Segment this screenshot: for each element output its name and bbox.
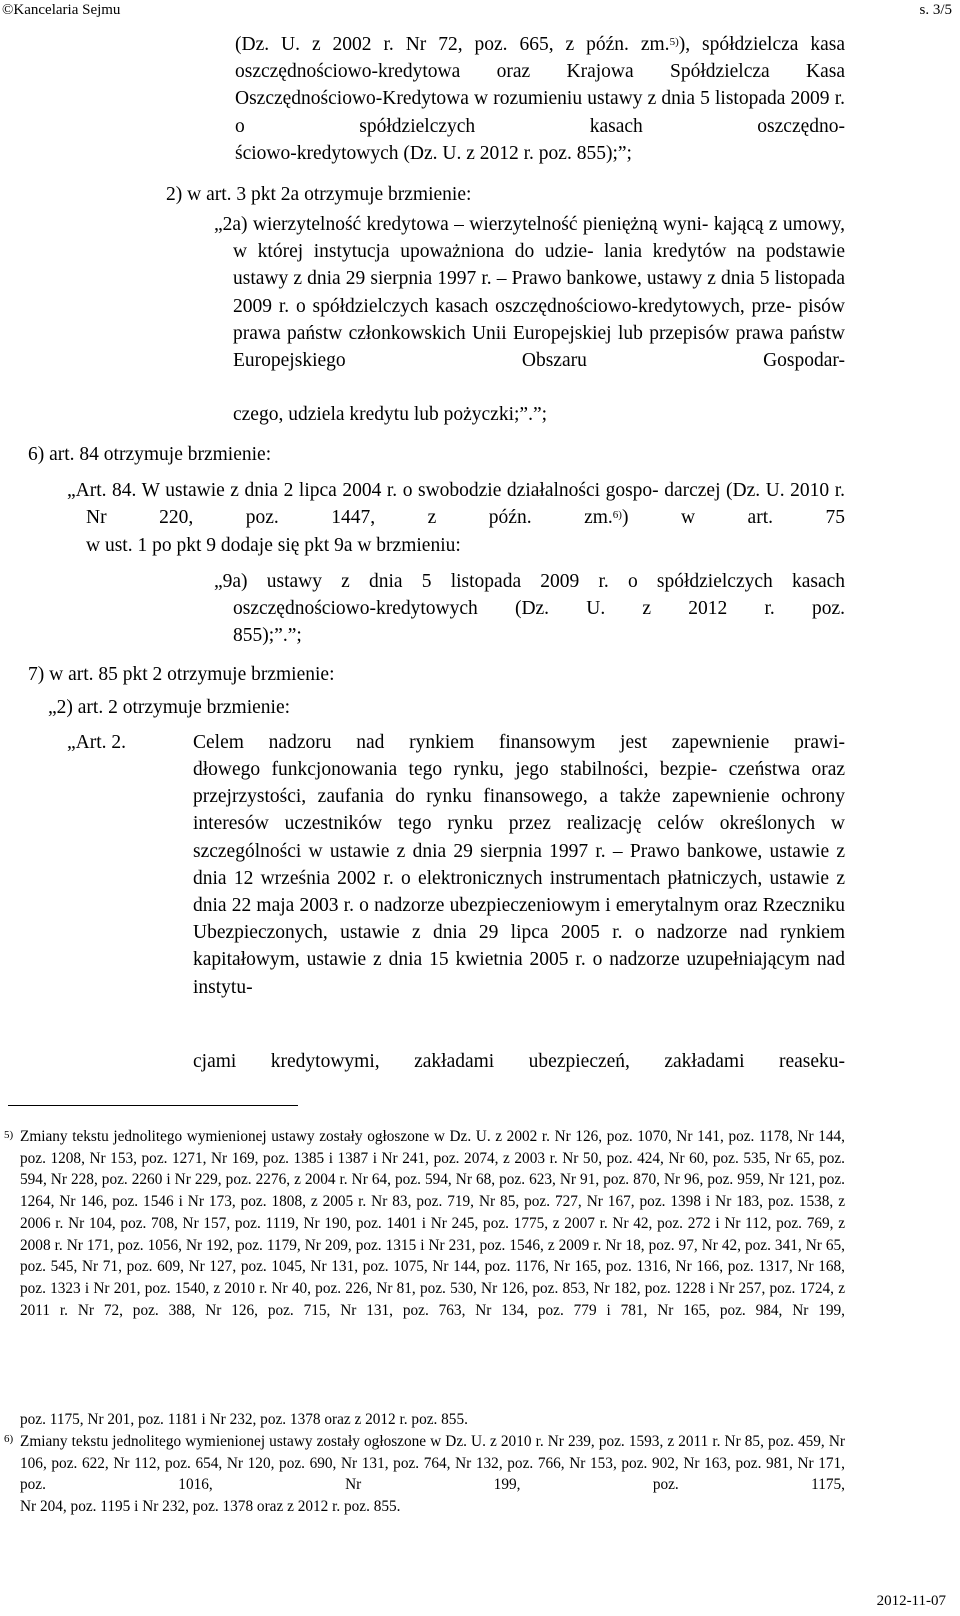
paragraph-1-text-a: (Dz. U. z 2002 r. Nr 72, poz. 665, z późn. zm. bbox=[235, 34, 670, 55]
art-84-text-a: „Art. 84. W ustawie z dnia 2 lipca 2004 r. o swobodzie działalności gospo- darczej (Dz. U. 2010 r. Nr 220, poz. 1447, z późn. zm. bbox=[67, 480, 845, 529]
footnote-6: Zmiany tekstu jednolitego wymienionej ustawy zostały ogłoszone w Dz. U. z 2010 r. Nr 239, poz. 1593, z 2011 r. Nr 85, poz. 459, Nr 106, poz. 622, Nr 112, poz. 654, Nr 120, poz. 690, Nr 131, poz. 764, Nr 132, poz. 766, Nr 153, poz. 902, Nr 163, poz. 981, Nr 171, poz. 1016, Nr 199, poz. 1175, bbox=[20, 1433, 845, 1494]
item-7: 7) w art. 85 pkt 2 otrzymuje brzmienie: bbox=[28, 664, 335, 685]
item-7-point-2: „2) art. 2 otrzymuje brzmienie: bbox=[48, 697, 291, 718]
quote-2a: „2a) wierzytelność kredytowa – wierzytelność pieniężną wyni- kającą z umowy, w której instytucja upoważniona do udzie- lania kredytów na podstawie ustawy z dnia 29 sierpnia 1997 r. – Prawo bankowe, ustawy z dnia 5 listopada 2009 r. o spółdzielczych kasach oszczędnościowo-kredytowych, prze- pisów prawa państw członkowskich Unii Europejskiej lub przepisów prawa państw Europejskiego Obszaru Gospodar- bbox=[214, 214, 845, 372]
footnote-5-last-line: poz. 1175, Nr 201, poz. 1181 i Nr 232, poz. 1378 oraz z 2012 r. poz. 855. bbox=[20, 1411, 468, 1428]
header-copyright: ©Kancelaria Sejmu bbox=[2, 2, 121, 18]
art-2-lead: „Art. 2. bbox=[67, 732, 127, 753]
art-2-body: dłowego funkcjonowania tego rynku, jego stabilności, bezpie- czeństwa oraz przejrzystości, zaufania do rynku finansowego, a także zapewnienie ochrony interesów uczestników tego rynku przez realizację celów określonych w szczególności w ustawie z dnia 29 sierpnia 1997 r. – Prawo bankowe, ustawie z dnia 12 września 2002 r. o elektronicznych instrumentach płatniczych, ustawie z dnia 22 maja 2003 r. o nadzorze ubezpieczeniowym i emerytalnym oraz Rzeczniku Ubezpieczonych, ustawie z dnia 29 lipca 2005 r. o nadzorze nad rynkiem kapitałowym, ustawie z dnia 15 kwietnia 2005 r. o nadzorze uzupełniającym nad instytu- bbox=[193, 759, 845, 998]
art-84-last-line: w ust. 1 po pkt 9 dodaje się pkt 9a w brzmieniu: bbox=[86, 535, 461, 556]
footnote-5-mark: 5) bbox=[4, 1129, 14, 1141]
paragraph-1-text-b: ), spółdzielcza kasa oszczędnościowo-kredytowa oraz Krajowa Spółdzielcza Kasa Oszczędnościowo-Kredytowa w rozumieniu ustawy z dnia 5 listopada 2009 r. o spółdzielczych kasach oszczędno- bbox=[235, 34, 845, 137]
footnote-6-mark: 6) bbox=[4, 1433, 14, 1445]
art-84 bbox=[67, 477, 845, 531]
footnote-ref-5[interactable]: 5) bbox=[669, 36, 679, 48]
quote-2a-last-line: czego, udziela kredytu lub pożyczki;”.”; bbox=[233, 404, 548, 425]
footnote-separator bbox=[8, 1105, 298, 1106]
paragraph-1-last-line: ściowo-kredytowych (Dz. U. z 2012 r. poz. 855);”; bbox=[235, 143, 632, 164]
paragraph-1 bbox=[235, 31, 845, 140]
footnote-5-text: Zmiany tekstu jednolitego wymienionej ustawy zostały ogłoszone w Dz. U. z 2002 r. Nr 126, poz. 1070, Nr 141, poz. 1178, Nr 144, poz. 1208, Nr 153, poz. 1271, Nr 169, poz. 1385 i 1387 i Nr 241, poz. 2074, z 2003 r. Nr 50, poz. 424, Nr 60, poz. 535, Nr 65, poz. 594, Nr 228, poz. 2260 i Nr 229, poz. 2276, z 2004 r. Nr 64, poz. 594, Nr 68, poz. 623, Nr 91, poz. 870, Nr 96, poz. 959, Nr 121, poz. 1264, Nr 146, poz. 1546 i Nr 173, poz. 1808, z 2005 r. Nr 83, poz. 719, Nr 85, poz. 727, Nr 167, poz. 1398 i Nr 183, poz. 1538, z 2006 r. Nr 104, poz. 708, Nr 157, poz. 1119, Nr 190, poz. 1401 i Nr 245, poz. 1775, z 2007 r. Nr 42, poz. 272 i Nr 112, poz. 769, z 2008 r. Nr 171, poz. 1056, Nr 192, poz. 1179, Nr 209, poz. 1315 i Nr 231, poz. 1546, z 2009 r. Nr 18, poz. 97, Nr 42, poz. 341, Nr 65, poz. 545, Nr 71, poz. 609, Nr 127, poz. 1045, Nr 131, poz. 1075, Nr 144, poz. 1176, Nr 165, poz. 1316, Nr 166, poz. 1317, Nr 168, poz. 1323 i Nr 201, poz. 1540, z 2010 r. Nr 40, poz. 226, Nr 81, poz. 530, Nr 126, poz. 853, Nr 182, poz. 1228 i Nr 257, poz. 1724, z 2011 r. Nr 72, poz. 388, Nr 126, poz. 715, Nr 131, poz. 763, Nr 134, poz. 779 i 781, Nr 165, poz. 984, Nr 199, bbox=[20, 1128, 845, 1319]
quote-9a-last-line: 855);”.”; bbox=[233, 625, 302, 646]
art-2-first-line: Celem nadzoru nad rynkiem finansowym jest zapewnienie prawi- bbox=[193, 732, 845, 753]
art-84-text-b: ) w art. 75 bbox=[621, 507, 845, 529]
page-number: s. 3/5 bbox=[919, 2, 952, 18]
footnote-ref-6[interactable]: 6) bbox=[612, 509, 622, 522]
footer-date: 2012-11-07 bbox=[876, 1593, 946, 1609]
item-6: 6) art. 84 otrzymuje brzmienie: bbox=[28, 444, 272, 465]
item-2: 2) w art. 3 pkt 2a otrzymuje brzmienie: bbox=[166, 184, 472, 205]
footnote-6-last-line: Nr 204, poz. 1195 i Nr 232, poz. 1378 oraz z 2012 r. poz. 855. bbox=[20, 1498, 401, 1515]
footnote-5 bbox=[20, 1126, 845, 1321]
art-2-last-line: cjami kredytowymi, zakładami ubezpieczeń, zakładami reaseku- bbox=[193, 1051, 845, 1072]
quote-9a: „9a) ustawy z dnia 5 listopada 2009 r. o spółdzielczych kasach oszczędnościowo-kredytowych (Dz. U. z 2012 r. poz. bbox=[214, 571, 845, 620]
